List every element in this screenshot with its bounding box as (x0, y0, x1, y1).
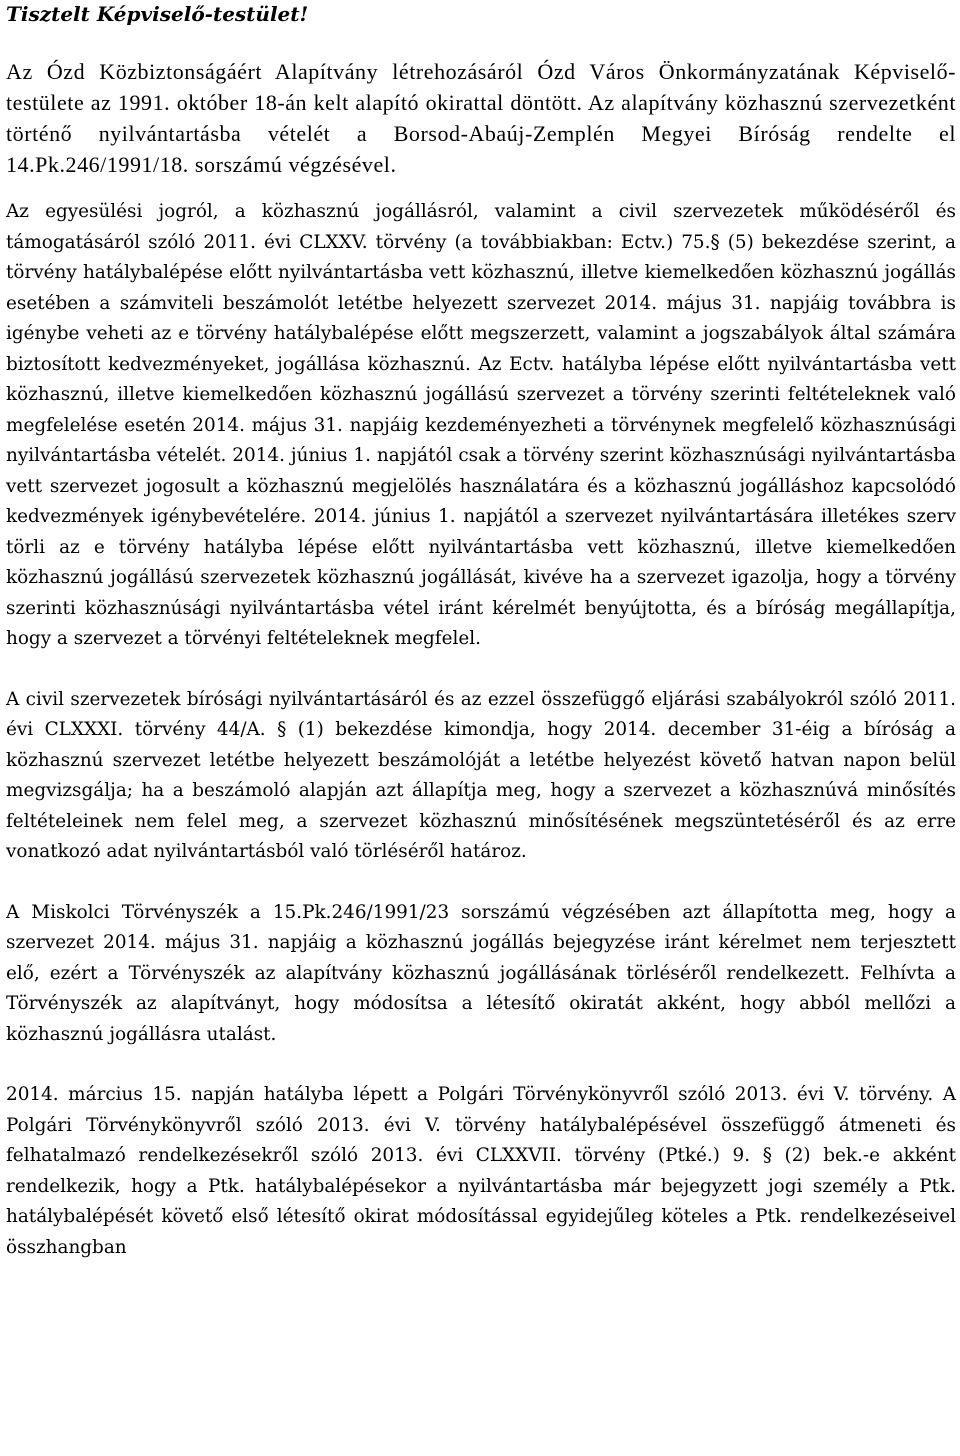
letter-page (6, 0, 956, 1293)
letter-greeting: Tisztelt Képviselő-testület! (6, 2, 309, 26)
court-decision-paragraph: A Miskolci Törvényszék a 15.Pk.246/1991/23 sorszámú végzésében azt állapította meg, hogy a szervezet 2014. május 31. napjáig a közhasznú jogállás bejegyzése iránt kérelmet nem terjesztett elő, ezért a Törvényszék az alapítvány közhasznú jogállásának törléséről rendelkezett. Felhívta a Törvényszék az alapítványt, hogy módosítsa a létesítő okiratát akként, hogy abból mellőzi a közhasznú jogállásra utalást. (6, 901, 956, 1045)
intro-paragraph: Az Ózd Közbiztonságáért Alapítvány létrehozásáról Ózd Város Önkormányzatának Képviselő-testülete az 1991. október 18-án kelt alapító okirattal döntött. Az alapítvány közhasznú szervezetként történő nyilvántartásba vételét a Borsod-Abaúj-Zemplén Megyei Bíróság rendelte el 14.Pk.246/1991/18. sorszámú végzésével. (6, 59, 956, 177)
ectv-paragraph: Az egyesülési jogról, a közhasznú jogállásról, valamint a civil szervezetek működéséről és támogatásáról szóló 2011. évi CLXXV. törvény (a továbbiakban: Ectv.) 75.§ (5) bekezdése szerint, a törvény hatálybalépése előtt nyilvántartásba vett közhasznú, illetve kiemelkedően közhasznú jogállás esetében a számviteli beszámolót letétbe helyezett szervezet 2014. május 31. napjáig továbbra is igénybe veheti az e törvény hatálybalépése előtt megszerzett, valamint a jogszabályok által számára biztosított kedvezményeket, jogállása közhasznú. Az Ectv. hatályba lépése előtt nyilvántartásba vett közhasznú, illetve kiemelkedően közhasznú jogállású szervezet a törvény szerinti feltételeknek való megfelelése esetén 2014. május 31. napjáig kezdeményezheti a törvénynek megfelelő közhasznúsági nyilvántartásba vételét. 2014. június 1. napjától csak a törvény szerint közhasznúsági nyilvántartásba vett szervezet jogosult a közhasznú megjelölés használatára és a közhasznú jogálláshoz kapcsolódó kedvezmények igénybevételére. 2014. június 1. napjától a szervezet nyilvántartására illetékes szerv törli az e törvény hatályba lépése előtt nyilvántartásba vett közhasznú, illetve kiemelkedően közhasznú jogállású szervezetek közhasznú jogállását, kivéve ha a szervezet igazolja, hogy a törvény szerinti közhasznúsági nyilvántartásba vétel iránt kérelmét benyújtotta, és a bíróság megállapítja, hogy a szervezet a törvényi feltételeknek megfelel. (6, 201, 956, 649)
civil-code-paragraph: 2014. március 15. napján hatályba lépett a Polgári Törvénykönyvről szóló 2013. évi V. törvény. A Polgári Törvénykönyvről szóló 2013. évi V. törvény hatálybalépésével összefüggő átmeneti és felhatalmazó rendelkezésekről szóló 2013. évi CLXXVII. törvény (Ptké.) 9. § (2) bek.-e akként rendelkezik, hogy a Ptk. hatálybalépésekor a nyilvántartásba már bejegyzett jogi személy a Ptk. hatálybalépését követő első létesítő okirat módosítással egyidejűleg köteles a Ptk. rendelkezéseivel összhangban (6, 1084, 956, 1258)
civil-registry-paragraph: A civil szervezetek bírósági nyilvántartásáról és az ezzel összefüggő eljárási szabályokról szóló 2011. évi CLXXXI. törvény 44/A. § (1) bekezdése kimondja, hogy 2014. december 31-éig a bíróság a közhasznú szervezet letétbe helyezett beszámolóját a letétbe helyezést követő hatvan napon belül megvizsgálja; ha a beszámoló alapján azt állapítja meg, hogy a szervezet a közhasznúvá minősítés feltételeinek nem felel meg, a szervezet közhasznú minősítésének megszüntetéséről és az erre vonatkozó adat nyilvántartásból való törléséről határoz. (6, 688, 956, 862)
